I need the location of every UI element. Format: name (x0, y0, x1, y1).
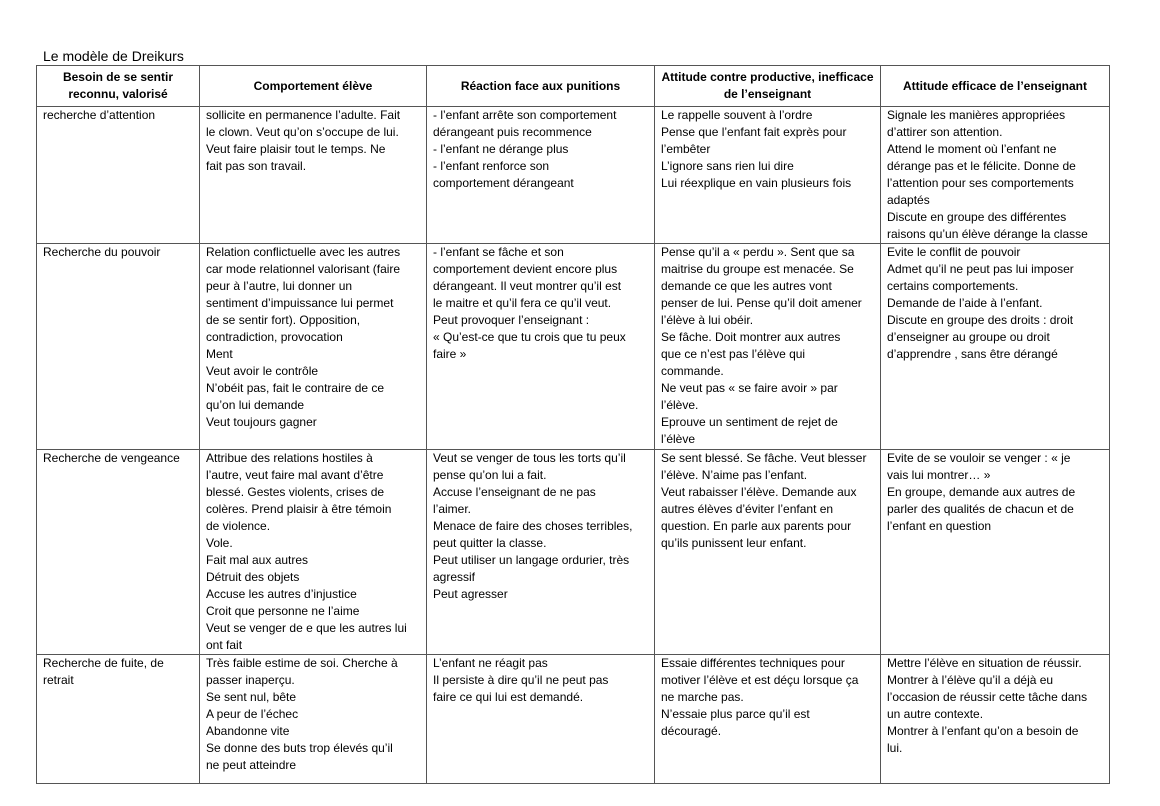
cell-line: Mettre l’élève en situation de réussir. (887, 656, 1082, 670)
cell-line: penser de lui. Pense qu’il doit amener (661, 296, 862, 310)
table-row (37, 655, 1110, 784)
cell-line: retrait (43, 673, 74, 687)
cell-line: Ment (206, 347, 233, 361)
cell-line: Il persiste à dire qu’il ne peut pas (433, 673, 609, 687)
cell-line: Evite le conflit de pouvoir (887, 245, 1021, 259)
cell-comportement (200, 107, 427, 244)
cell-line: Veut toujours gagner (206, 415, 317, 429)
cell-comportement (200, 450, 427, 655)
cell-reaction (427, 655, 655, 784)
cell-line: Relation conflictuelle avec les autres (206, 245, 401, 259)
cell-contre (655, 107, 881, 244)
cell-line: pense qu’on lui a fait. (433, 468, 547, 482)
cell-line: - l’enfant renforce son (433, 159, 550, 173)
cell-line: adaptés (887, 193, 930, 207)
cell-line: Recherche du pouvoir (43, 245, 161, 259)
cell-line: l’autre, veut faire mal avant d’être (206, 468, 384, 482)
cell-comportement (200, 244, 427, 450)
cell-line: l’enfant en question (887, 519, 992, 533)
cell-line: Abandonne vite (206, 724, 290, 738)
cell-line: Attend le moment où l’enfant ne (887, 142, 1057, 156)
table-row (37, 450, 1110, 655)
table-row (37, 244, 1110, 450)
cell-line: Peut agresser (433, 587, 508, 601)
cell-line: Montrer à l’élève qu’il a déjà eu (887, 673, 1054, 687)
cell-besoin (37, 107, 200, 244)
cell-line: car mode relationnel valorisant (faire (206, 262, 401, 276)
cell-efficace (881, 244, 1110, 450)
cell-line: motiver l’élève et est déçu lorsque ça (661, 673, 859, 687)
cell-line: Signale les manières appropriées (887, 108, 1066, 122)
cell-line: parler des qualités de chacun et de (887, 502, 1074, 516)
cell-reaction (427, 450, 655, 655)
cell-line: d’attirer son attention. (887, 125, 1003, 139)
dreikurs-table (36, 65, 1110, 784)
cell-line: Discute en groupe des droits : droit (887, 313, 1074, 327)
document-title: Le modèle de Dreikurs (43, 48, 184, 64)
cell-line: commande. (661, 364, 724, 378)
cell-line: Se sent nul, bête (206, 690, 297, 704)
cell-line: comportement dérangeant (433, 176, 574, 190)
cell-line: lui. (887, 741, 903, 755)
cell-line: peut quitter la classe. (433, 536, 547, 550)
cell-line: le maitre et qu’il fera ce qu’il veut. (433, 296, 612, 310)
cell-line: peur à l’autre, lui donner un (206, 279, 353, 293)
cell-line: Accuse l’enseignant de ne pas (433, 485, 596, 499)
cell-contre (655, 655, 881, 784)
cell-line: qu’ils punissent leur enfant. (661, 536, 807, 550)
cell-line: Veut rabaisser l’élève. Demande aux (661, 485, 857, 499)
cell-line: Attribue des relations hostiles à (206, 451, 373, 465)
cell-besoin (37, 655, 200, 784)
cell-line: Ne veut pas « se faire avoir » par (661, 381, 838, 395)
cell-line: l’élève à lui obéir. (661, 313, 754, 327)
cell-line: autres élèves d’éviter l’enfant en (661, 502, 834, 516)
cell-contre (655, 244, 881, 450)
cell-line: ne peut atteindre (206, 758, 297, 772)
cell-comportement (200, 655, 427, 784)
header-attitude-contre-productive: Attitude contre productive, inefficace de l’enseignant (655, 66, 881, 107)
cell-line: Admet qu’il ne peut pas lui imposer (887, 262, 1074, 276)
cell-line: comportement devient encore plus (433, 262, 618, 276)
cell-efficace (881, 450, 1110, 655)
cell-line: l’élève. (661, 398, 699, 412)
cell-line: certains comportements. (887, 279, 1019, 293)
cell-line: blessé. Gestes violents, crises de (206, 485, 385, 499)
cell-line: Pense qu’il a « perdu ». Sent que sa (661, 245, 855, 259)
cell-line: Veut se venger de e que les autres lui (206, 621, 407, 635)
cell-line: qu’on lui demande (206, 398, 305, 412)
cell-line: dérange pas et le félicite. Donne de (887, 159, 1076, 173)
cell-line: Le rappelle souvent à l’ordre (661, 108, 813, 122)
cell-line: colères. Prend plaisir à être témoin (206, 502, 392, 516)
cell-reaction (427, 244, 655, 450)
header-row (37, 66, 1110, 107)
cell-line: Peut utiliser un langage ordurier, très (433, 553, 630, 567)
cell-efficace (881, 107, 1110, 244)
header-comportement: Comportement élève (200, 66, 427, 107)
cell-line: vais lui montrer… » (887, 468, 991, 482)
cell-line: d’apprendre , sans être dérangé (887, 347, 1058, 361)
cell-line: sentiment d’impuissance lui permet (206, 296, 394, 310)
cell-line: Discute en groupe des différentes (887, 210, 1067, 224)
cell-line: Montrer à l’enfant qu’on a besoin de (887, 724, 1079, 738)
cell-line: le clown. Veut qu’on s’occupe de lui. (206, 125, 399, 139)
cell-efficace (881, 655, 1110, 784)
cell-line: recherche d’attention (43, 108, 156, 122)
cell-line: demande ce que les autres vont (661, 279, 832, 293)
cell-line: ne marche pas. (661, 690, 744, 704)
cell-besoin (37, 450, 200, 655)
cell-line: fait pas son travail. (206, 159, 307, 173)
cell-line: de violence. (206, 519, 271, 533)
cell-line: Recherche de fuite, de (43, 656, 164, 670)
cell-line: Eprouve un sentiment de rejet de (661, 415, 838, 429)
cell-line: Se donne des buts trop élevés qu’il (206, 741, 393, 755)
cell-line: - l’enfant ne dérange plus (433, 142, 569, 156)
cell-line: de se sentir fort). Opposition, (206, 313, 361, 327)
cell-line: l’élève (661, 432, 696, 446)
cell-reaction (427, 107, 655, 244)
cell-line: l’embêter (661, 142, 711, 156)
cell-line: L’ignore sans rien lui dire (661, 159, 794, 173)
cell-line: l’occasion de réussir cette tâche dans (887, 690, 1088, 704)
cell-line: l’élève. N’aime pas l’enfant. (661, 468, 808, 482)
cell-line: Veut se venger de tous les torts qu’il (433, 451, 626, 465)
cell-line: Pense que l’enfant fait exprès pour (661, 125, 847, 139)
cell-line: maitrise du groupe est menacée. Se (661, 262, 854, 276)
cell-line: Essaie différentes techniques pour (661, 656, 845, 670)
cell-line: l’aimer. (433, 502, 472, 516)
cell-line: Croit que personne ne l’aime (206, 604, 360, 618)
cell-line: Veut faire plaisir tout le temps. Ne (206, 142, 386, 156)
cell-line: raisons qu’un élève dérange la classe (887, 227, 1088, 241)
cell-line: ont fait (206, 638, 243, 652)
cell-line: sollicite en permanence l’adulte. Fait (206, 108, 401, 122)
cell-line: découragé. (661, 724, 722, 738)
cell-besoin (37, 244, 200, 450)
cell-line: Evite de se vouloir se venger : « je (887, 451, 1071, 465)
cell-line: l’attention pour ses comportements (887, 176, 1074, 190)
header-attitude-efficace: Attitude efficace de l’enseignant (881, 66, 1110, 107)
cell-contre (655, 450, 881, 655)
cell-line: d’enseigner au groupe ou droit (887, 330, 1050, 344)
cell-line: Accuse les autres d’injustice (206, 587, 357, 601)
cell-line: En groupe, demande aux autres de (887, 485, 1076, 499)
cell-line: dérangeant. Il veut montrer qu’il est (433, 279, 622, 293)
cell-line: faire ce qui lui est demandé. (433, 690, 584, 704)
cell-line: agressif (433, 570, 476, 584)
cell-line: que ce n’est pas l’élève qui (661, 347, 806, 361)
cell-line: Peut provoquer l’enseignant : (433, 313, 590, 327)
cell-line: Se sent blessé. Se fâche. Veut blesser (661, 451, 867, 465)
cell-line: Menace de faire des choses terribles, (433, 519, 633, 533)
header-besoin: Besoin de se sentir reconnu, valorisé (37, 66, 200, 107)
cell-line: - l’enfant se fâche et son (433, 245, 564, 259)
cell-line: Veut avoir le contrôle (206, 364, 319, 378)
cell-line: Recherche de vengeance (43, 451, 180, 465)
cell-line: Très faible estime de soi. Cherche à (206, 656, 398, 670)
cell-line: un autre contexte. (887, 707, 984, 721)
cell-line: Demande de l’aide à l’enfant. (887, 296, 1043, 310)
cell-line: Détruit des objets (206, 570, 300, 584)
cell-line: contradiction, provocation (206, 330, 343, 344)
cell-line: passer inaperçu. (206, 673, 295, 687)
cell-line: N’essaie plus parce qu’il est (661, 707, 810, 721)
cell-line: Lui réexplique en vain plusieurs fois (661, 176, 852, 190)
table-row (37, 107, 1110, 244)
cell-line: Vole. (206, 536, 233, 550)
cell-line: Fait mal aux autres (206, 553, 309, 567)
cell-line: « Qu’est-ce que tu crois que tu peux (433, 330, 626, 344)
cell-line: faire » (433, 347, 467, 361)
cell-line: N’obéit pas, fait le contraire de ce (206, 381, 385, 395)
cell-line: - l’enfant arrête son comportement (433, 108, 617, 122)
cell-line: A peur de l’échec (206, 707, 299, 721)
cell-line: L’enfant ne réagit pas (433, 656, 548, 670)
header-reaction: Réaction face aux punitions (427, 66, 655, 107)
cell-line: Se fâche. Doit montrer aux autres (661, 330, 841, 344)
cell-line: question. En parle aux parents pour (661, 519, 852, 533)
cell-line: dérangeant puis recommence (433, 125, 592, 139)
